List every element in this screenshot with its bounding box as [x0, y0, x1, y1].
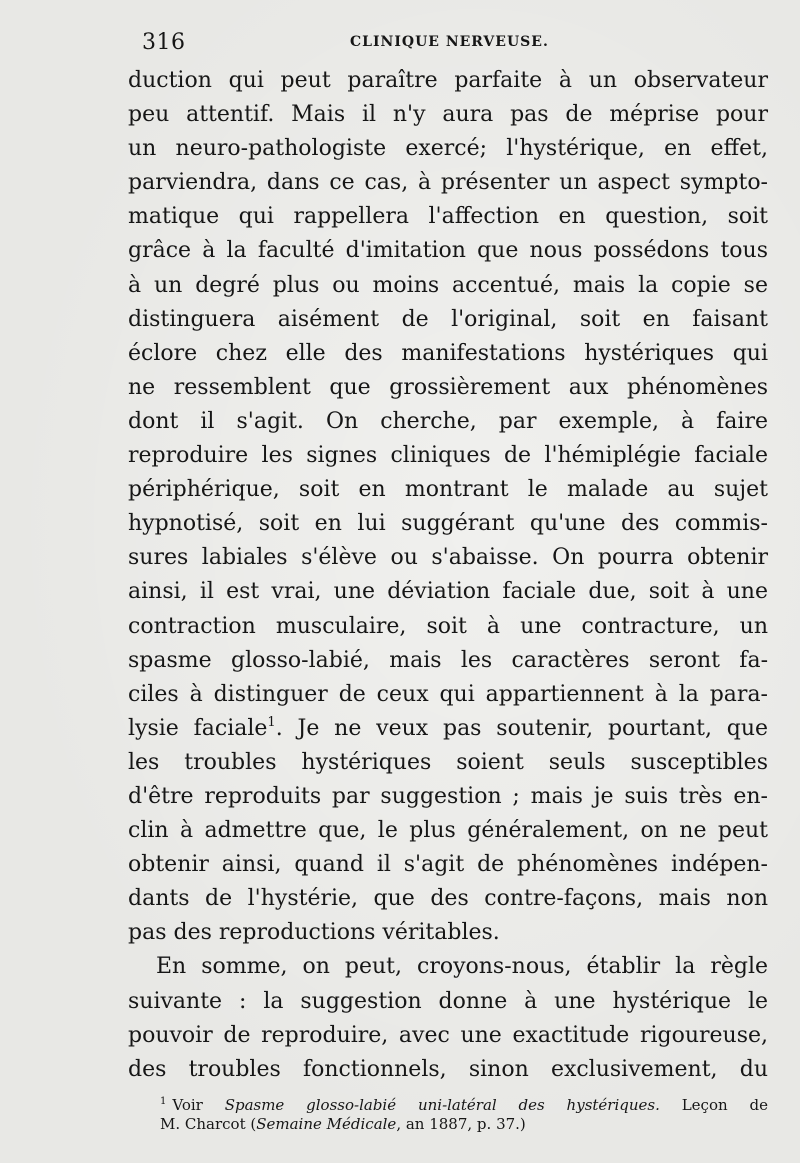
footnote-line [160, 1090, 768, 1113]
text-segment: lysie faciale [128, 715, 268, 741]
text-line: suivante : la suggestion donne à une hystérique le [128, 988, 768, 1014]
text-line: peu attentif. Mais il n'y aura pas de méprise pour [128, 102, 768, 128]
text-line: d'être reproduits par suggestion ; mais je suis très en- [128, 783, 768, 809]
text-line: spasme glosso-labié, mais les caractères seront fa- [128, 647, 768, 673]
footnote-text: Voir [172, 1096, 225, 1114]
text-line: ainsi, il est vrai, une déviation faciale due, soit à une [128, 579, 768, 605]
text-line: ne ressemblent que grossièrement aux phénomènes [128, 374, 768, 400]
text-line: distinguera aisément de l'original, soit en faisant [128, 306, 768, 332]
running-head [142, 30, 762, 56]
text-line: sures labiales s'élève ou s'abaisse. On pourra obtenir [128, 545, 768, 571]
text-line: duction qui peut paraître parfaite à un observateur [128, 68, 768, 93]
footnote-italic-title: Spasme glosso-labié uni-latéral des hystériques. [224, 1096, 660, 1114]
footnote-text: , an 1887, p. 37.) [396, 1115, 526, 1133]
page-number: 316 [142, 30, 186, 55]
footnote-line [160, 1113, 768, 1136]
text-line: pas des reproductions véritables. [128, 920, 500, 946]
text-line: à un degré plus ou moins accentué, mais la copie se [128, 272, 768, 298]
text-line-with-note-ref [128, 712, 768, 746]
text-line: éclore chez elle des manifestations hystériques qui [128, 340, 768, 366]
text-line: parviendra, dans ce cas, à présenter un aspect sympto- [128, 170, 768, 196]
footnotes [160, 1090, 768, 1136]
body-text [128, 64, 768, 1087]
text-line: clin à admettre que, le plus généralement, on ne peut [128, 818, 768, 844]
text-line: les troubles hystériques soient seuls susceptibles [128, 749, 768, 775]
text-line: matique qui rappellera l'affection en question, soit [128, 204, 768, 230]
text-line: dants de l'hystérie, que des contre-façons, mais non [128, 886, 768, 912]
running-title: CLINIQUE NERVEUSE. [350, 34, 549, 50]
text-line: ciles à distinguer de ceux qui appartiennent à la para- [128, 681, 768, 707]
text-line: dont il s'agit. On cherche, par exemple, à faire [128, 408, 768, 434]
footnote-text: M. Charcot ( [160, 1115, 257, 1133]
text-line: un neuro-pathologiste exercé; l'hystérique, en effet, [128, 136, 768, 162]
text-line: reproduire les signes cliniques de l'hémiplégie faciale [128, 443, 768, 469]
text-segment: . Je ne veux pas soutenir, pourtant, que [275, 715, 769, 741]
text-line: grâce à la faculté d'imitation que nous possédons tous [128, 238, 768, 264]
footnote-text: Leçon de [659, 1096, 768, 1114]
footnote-italic-journal: Semaine Médicale [256, 1115, 397, 1133]
text-line: obtenir ainsi, quand il s'agit de phénomènes indépen- [128, 852, 768, 878]
paragraph-start-line: En somme, on peut, croyons-nous, établir la règle [156, 954, 768, 980]
text-line: des troubles fonctionnels, sinon exclusivement, du [128, 1056, 768, 1082]
footnote-mark: 1 [160, 1096, 167, 1107]
text-line: périphérique, soit en montrant le malade au sujet [128, 477, 768, 503]
text-line: hypnotisé, soit en lui suggérant qu'une des commis- [128, 511, 768, 537]
footnote-reference: 1 [267, 714, 276, 730]
text-line: contraction musculaire, soit à une contracture, un [128, 613, 768, 639]
text-line: pouvoir de reproduire, avec une exactitude rigoureuse, [128, 1022, 768, 1048]
